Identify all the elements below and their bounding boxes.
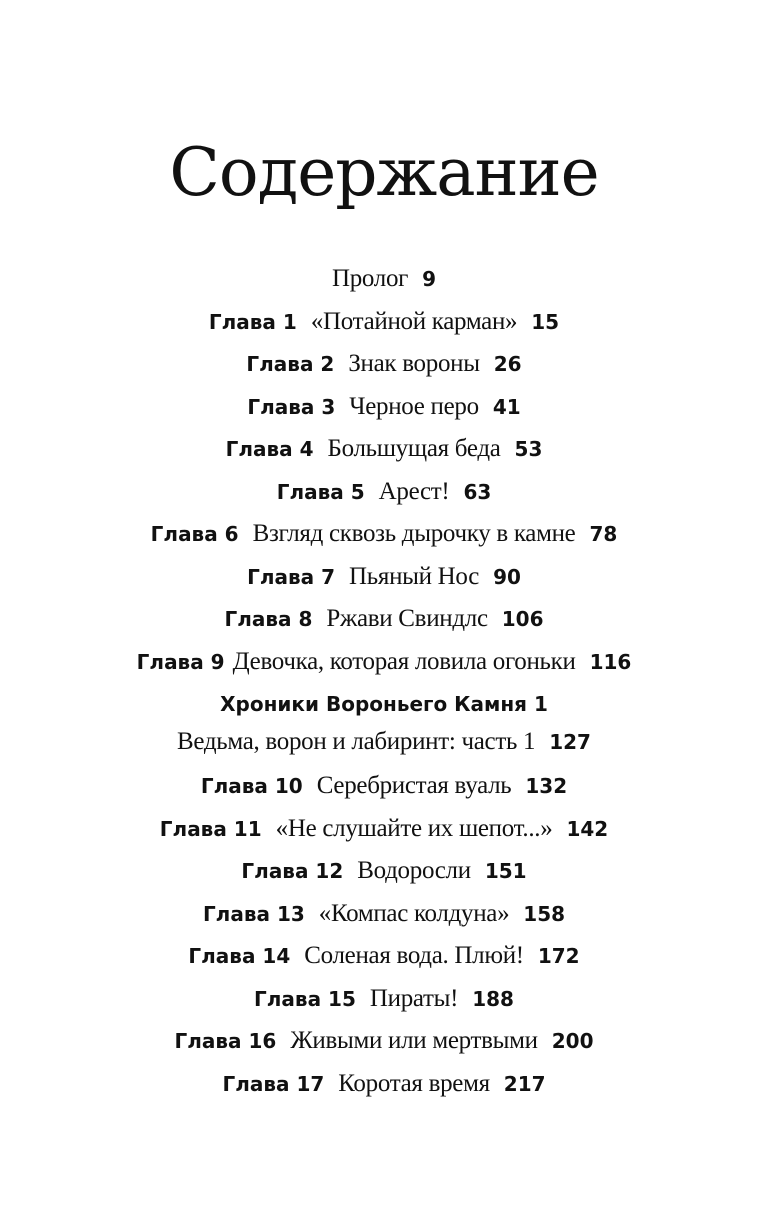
entry-label: Глава 1 xyxy=(208,309,297,334)
entry-name: Ведьма, ворон и лабиринт: часть 1 xyxy=(177,728,536,755)
entry-page: 78 xyxy=(589,522,618,546)
toc-entry xyxy=(0,1063,768,1106)
entry-label: Глава 15 xyxy=(254,986,356,1011)
entry-label: Глава 3 xyxy=(247,394,336,419)
entry-name: Пьяный Нос xyxy=(349,562,480,590)
entry-name: Большущая беда xyxy=(327,435,501,462)
entry-label: Глава 5 xyxy=(276,479,365,504)
entry-page: 116 xyxy=(589,649,632,674)
toc-entry xyxy=(0,765,768,808)
toc-entry xyxy=(0,1020,768,1063)
entry-name: Пираты! xyxy=(369,984,459,1012)
toc-entry xyxy=(0,301,768,344)
page-title: Содержание xyxy=(169,134,599,211)
entry-page: 200 xyxy=(551,1029,594,1053)
interlude-heading: Хроники Вороньего Камня 1 xyxy=(220,692,548,716)
toc-entry xyxy=(0,641,768,684)
entry-page: 217 xyxy=(503,1071,546,1096)
entry-name: «Потайной карман» xyxy=(310,307,518,335)
entry-name: Ржави Свиндлс xyxy=(326,605,488,632)
entry-page: 15 xyxy=(531,309,560,334)
toc-interlude-heading xyxy=(0,683,768,725)
entry-page: 53 xyxy=(514,437,543,461)
entry-page: 172 xyxy=(537,944,580,968)
entry-page: 142 xyxy=(566,816,609,841)
entry-label: Глава 17 xyxy=(222,1071,325,1096)
entry-label: Глава 6 xyxy=(150,522,239,546)
entry-name: Арест! xyxy=(378,477,450,505)
toc-entry xyxy=(0,808,768,851)
entry-name: Девочка, которая ловила огоньки xyxy=(232,647,576,675)
toc-entry-prologue xyxy=(0,258,768,301)
entry-name: Живыми или мертвыми xyxy=(290,1027,538,1054)
entry-label: Глава 12 xyxy=(241,859,344,883)
toc-entry xyxy=(0,978,768,1021)
entry-page: 26 xyxy=(493,352,522,376)
entry-name: Водоросли xyxy=(357,857,471,884)
entry-name: Пролог xyxy=(331,265,409,292)
entry-page: 63 xyxy=(463,479,492,504)
toc-entry xyxy=(0,343,768,386)
toc-entry xyxy=(0,386,768,429)
entry-label: Глава 10 xyxy=(200,774,303,798)
entry-label: Глава 13 xyxy=(202,901,305,926)
toc-entry xyxy=(0,935,768,978)
toc-entry xyxy=(0,850,768,893)
entry-label: Глава 16 xyxy=(174,1029,277,1053)
entry-label: Глава 9 xyxy=(136,649,225,674)
entry-page: 127 xyxy=(549,730,591,754)
entry-label: Глава 7 xyxy=(247,564,336,589)
entry-page: 41 xyxy=(492,394,521,419)
toc-entry xyxy=(0,428,768,471)
entry-name: Знак вороны xyxy=(348,350,480,377)
entry-name: «Компас колдуна» xyxy=(318,899,510,927)
entry-name: «Не слушайте их шепот...» xyxy=(275,814,553,842)
toc-entry xyxy=(0,893,768,936)
entry-page: 9 xyxy=(422,267,437,291)
entry-name: Взгляд сквозь дырочку в камне xyxy=(252,520,576,547)
entry-name: Черное перо xyxy=(349,392,479,420)
toc-interlude-entry xyxy=(0,725,768,765)
entry-label: Глава 2 xyxy=(246,352,335,376)
entry-label: Глава 14 xyxy=(188,944,291,968)
entry-label: Глава 4 xyxy=(225,437,314,461)
toc-entry xyxy=(0,556,768,599)
entry-page: 132 xyxy=(525,774,568,798)
entry-name: Коротая время xyxy=(338,1069,490,1097)
entry-name: Соленая вода. Плюй! xyxy=(304,942,524,969)
entry-page: 90 xyxy=(493,564,521,589)
entry-label: Глава 11 xyxy=(159,816,262,841)
toc-entry xyxy=(0,513,768,556)
entry-page: 188 xyxy=(472,986,514,1011)
entry-page: 106 xyxy=(501,607,544,631)
toc-entry xyxy=(0,471,768,514)
entry-page: 158 xyxy=(523,901,566,926)
entry-label: Глава 8 xyxy=(224,607,313,631)
table-of-contents xyxy=(0,258,768,1105)
entry-name: Серебристая вуаль xyxy=(316,772,512,799)
toc-entry xyxy=(0,598,768,641)
entry-page: 151 xyxy=(484,859,527,883)
